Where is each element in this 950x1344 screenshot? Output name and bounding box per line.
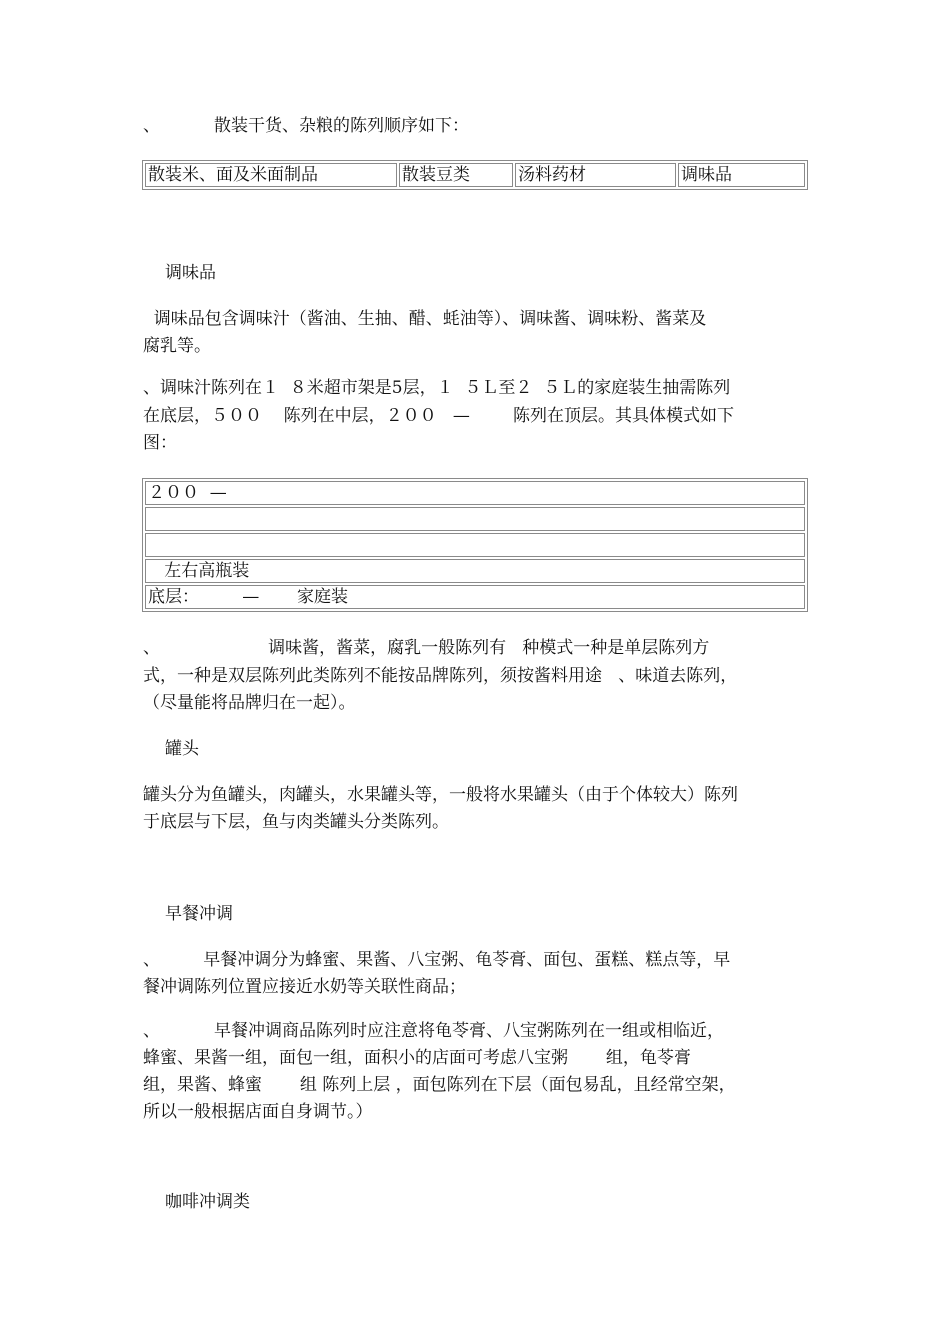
paragraph-line: 于底层与下层，鱼与肉类罐头分类陈列。 [143, 812, 449, 832]
paragraph-line: 罐头分为鱼罐头，肉罐头，水果罐头等，一般将水果罐头（由于个体较大）陈列 [143, 785, 738, 805]
paragraph-line: 餐冲调陈列位置应接近水奶等关联性商品； [143, 977, 466, 997]
shelf-row: 左右高瓶装 [145, 559, 805, 583]
paragraph-line: 调味品包含调味汁（酱油、生抽、醋、蚝油等）、调味酱、调味粉、酱菜及 [143, 309, 707, 329]
table-row [145, 507, 805, 531]
paragraph-line: 蜂蜜、果酱一组，面包一组，面积小的店面可考虑八宝粥 组，龟苓膏 [143, 1048, 691, 1068]
table-row [145, 481, 805, 505]
table-cell: 汤料药材 [515, 163, 676, 187]
table-row [145, 559, 805, 583]
paragraph-line: 式，一种是双层陈列此类陈列不能按品牌陈列，须按酱料用途 、味道去陈列， [143, 666, 738, 686]
section-title-canned: 罐头 [165, 739, 199, 759]
paragraph-line: 、 早餐冲调分为蜂蜜、果酱、八宝粥、龟苓膏、面包、蛋糕、糕点等，早 [143, 950, 731, 970]
table-cell: 调味品 [678, 163, 805, 187]
table-cell: 散装豆类 [399, 163, 513, 187]
paragraph-line: 所以一般根据店面自身调节。） [143, 1102, 373, 1122]
paragraph-line: 、 早餐冲调商品陈列时应注意将龟苓膏、八宝粥陈列在一组或相临近， [143, 1021, 725, 1041]
paragraph-line: 、调味汁陈列在１ ８米超市架是5层，１ ５Ｌ至２ ５Ｌ的家庭装生抽需陈列 [143, 378, 731, 398]
paragraph-line: 组，果酱、蜂蜜 组 陈列上层 ，面包陈列在下层（面包易乱，且经常空架， [143, 1075, 736, 1095]
table-row [145, 163, 805, 187]
table-cell: 散装米、面及米面制品 [145, 163, 397, 187]
paragraph-line: 腐乳等。 [143, 336, 211, 356]
display-order-table [142, 160, 808, 190]
shelf-row: ２００ — [145, 481, 805, 505]
paragraph-line: 图： [143, 433, 177, 453]
table-row [145, 533, 805, 557]
intro-line: 、 散装干货、杂粮的陈列顺序如下： [143, 116, 470, 136]
section-title-breakfast: 早餐冲调 [165, 904, 233, 924]
paragraph-line: 在底层，５００ 陈列在中层，２００ — 陈列在顶层。其具体模式如下 [143, 406, 735, 426]
shelf-row [145, 507, 805, 531]
shelf-row [145, 533, 805, 557]
table-row [145, 585, 805, 609]
section-title-coffee: 咖啡冲调类 [165, 1192, 250, 1212]
shelf-layout-table [142, 478, 808, 612]
paragraph-line: 、 调味酱，酱菜，腐乳一般陈列有 种模式一种是单层陈列方 [143, 638, 710, 658]
paragraph-line: （尽量能将品牌归在一起）。 [143, 693, 356, 713]
section-title-seasoning: 调味品 [165, 263, 216, 283]
shelf-row: 底层： — 家庭装 [145, 585, 805, 609]
